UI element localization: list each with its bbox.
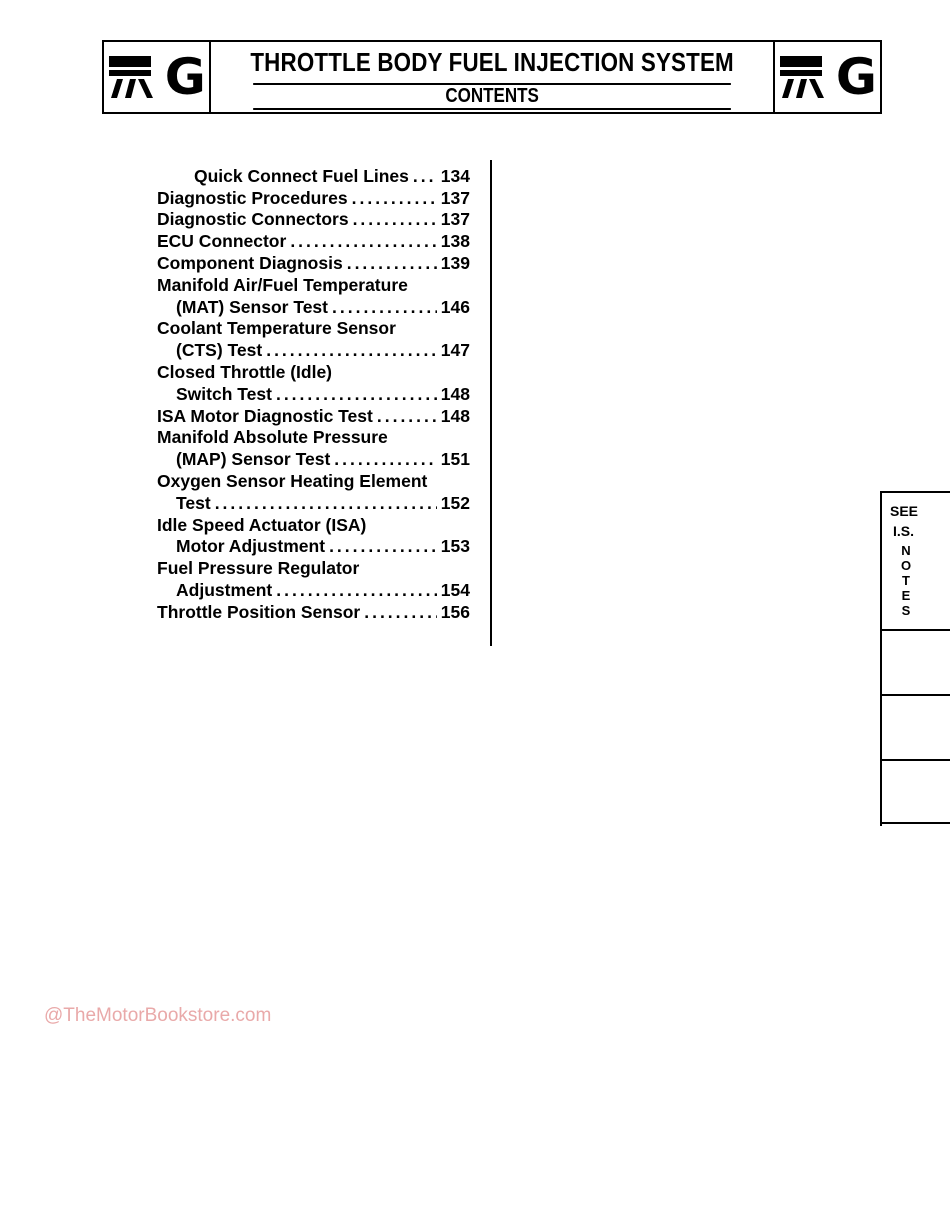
tab-divider — [882, 629, 950, 631]
toc-entry-title: Throttle Position Sensor — [157, 601, 361, 622]
dot-leader — [329, 536, 437, 557]
toc-page-number: 151 — [440, 449, 470, 470]
toc-entry-title: Component Diagnosis — [157, 252, 343, 273]
toc-line — [157, 536, 470, 558]
toc-line — [157, 579, 470, 601]
section-letter: G — [164, 48, 206, 106]
toc-page-number: 147 — [440, 340, 470, 361]
toc-page-number: 153 — [440, 536, 470, 557]
toc-line — [157, 557, 470, 579]
toc-entry — [157, 318, 470, 362]
dot-leader — [276, 580, 437, 601]
dot-leader — [215, 493, 437, 514]
toc-entry-title: Idle Speed Actuator (ISA) — [157, 514, 367, 535]
toc-entry — [157, 230, 470, 252]
toc-entry-title: (MAT) Sensor Test — [176, 296, 328, 317]
tab-divider — [882, 694, 950, 696]
toc-line — [157, 187, 470, 209]
notes-text: NOTES — [900, 543, 912, 618]
toc-entry-title: Test — [176, 492, 211, 513]
toc-line — [157, 405, 470, 427]
toc-entry-title: Manifold Absolute Pressure — [157, 427, 388, 448]
dot-leader — [334, 449, 437, 470]
dot-leader — [413, 166, 437, 187]
toc-entry-title: Switch Test — [176, 383, 272, 404]
toc-line — [157, 492, 470, 514]
toc-line — [157, 383, 470, 405]
toc-page-number: 139 — [440, 252, 470, 273]
toc-page-number: 148 — [440, 405, 470, 426]
toc-line — [157, 470, 470, 492]
toc-entry-title: Adjustment — [176, 579, 273, 600]
toc-entry — [157, 209, 470, 231]
toc-line — [157, 209, 470, 231]
toc-entry — [157, 601, 470, 623]
is-text: I.S. — [893, 523, 915, 539]
toc-entry — [157, 274, 470, 318]
toc-line — [157, 361, 470, 383]
dot-leader — [377, 406, 437, 427]
toc-entry-title: Motor Adjustment — [176, 536, 326, 557]
toc-entry-title: Diagnostic Connectors — [157, 209, 349, 230]
brand-logo-icon — [778, 54, 826, 100]
brand-logo-icon — [107, 54, 155, 100]
page-title: THROTTLE BODY FUEL INJECTION SYSTEM — [249, 47, 734, 77]
toc-entry — [157, 470, 470, 514]
toc-entry-title: (CTS) Test — [176, 340, 263, 361]
toc-entry-title: Closed Throttle (Idle) — [157, 361, 332, 382]
dot-leader — [332, 297, 437, 318]
toc-page-number: 134 — [440, 165, 470, 186]
toc-entry — [157, 557, 470, 601]
toc-line — [157, 514, 470, 536]
toc-entry — [157, 252, 470, 274]
toc-entry-title: ECU Connector — [157, 231, 287, 252]
toc-entry-title: Diagnostic Procedures — [157, 187, 348, 208]
page-subtitle: CONTENTS — [253, 83, 731, 110]
toc-line — [157, 296, 470, 318]
tab-border-top — [882, 491, 950, 493]
toc-line — [157, 230, 470, 252]
dot-leader — [353, 209, 437, 230]
toc-line — [157, 601, 470, 623]
toc-entry-title: Coolant Temperature Sensor — [157, 318, 396, 339]
toc-line — [157, 427, 470, 449]
dot-leader — [364, 602, 437, 623]
toc-entry — [157, 187, 470, 209]
toc-page-number: 152 — [440, 492, 470, 513]
toc-page-number: 154 — [440, 579, 470, 600]
column-divider — [490, 160, 492, 646]
toc-page-number: 148 — [440, 383, 470, 404]
toc-line — [157, 274, 470, 296]
logo-left — [104, 42, 211, 112]
toc-line — [157, 252, 470, 274]
toc-entry-title: Oxygen Sensor Heating Element — [157, 470, 428, 491]
section-letter: G — [835, 48, 877, 106]
toc-entry-title: Manifold Air/Fuel Temperature — [157, 274, 408, 295]
tab-divider — [882, 822, 950, 824]
side-tab-label — [890, 501, 918, 541]
toc-entry — [157, 165, 470, 187]
logo-right — [773, 42, 880, 112]
dot-leader — [276, 384, 437, 405]
toc-line — [157, 339, 470, 361]
side-tab — [880, 491, 950, 826]
toc-entry — [157, 514, 470, 558]
dot-leader — [352, 188, 437, 209]
toc-page-number: 137 — [440, 209, 470, 230]
toc-page-number: 138 — [440, 231, 470, 252]
dot-leader — [290, 231, 436, 252]
toc-page-number: 137 — [440, 187, 470, 208]
toc-page-number: 156 — [440, 601, 470, 622]
toc-entry — [157, 405, 470, 427]
toc-line — [157, 318, 470, 340]
see-text: SEE — [890, 503, 919, 519]
toc-entry-title: Quick Connect Fuel Lines — [194, 165, 409, 186]
toc-line — [157, 448, 470, 470]
toc-entry-title: (MAP) Sensor Test — [176, 449, 331, 470]
toc-page-number: 146 — [440, 296, 470, 317]
tab-divider — [882, 759, 950, 761]
watermark: @TheMotorBookstore.com — [44, 1005, 272, 1026]
dot-leader — [266, 340, 437, 361]
toc-entry-title: Fuel Pressure Regulator — [157, 558, 360, 579]
table-of-contents — [157, 165, 470, 623]
toc-line — [157, 165, 470, 187]
toc-entry — [157, 427, 470, 471]
toc-entry — [157, 361, 470, 405]
toc-entry-title: ISA Motor Diagnostic Test — [157, 405, 373, 426]
title-block — [211, 42, 773, 112]
dot-leader — [347, 253, 437, 274]
page-header — [102, 40, 882, 114]
